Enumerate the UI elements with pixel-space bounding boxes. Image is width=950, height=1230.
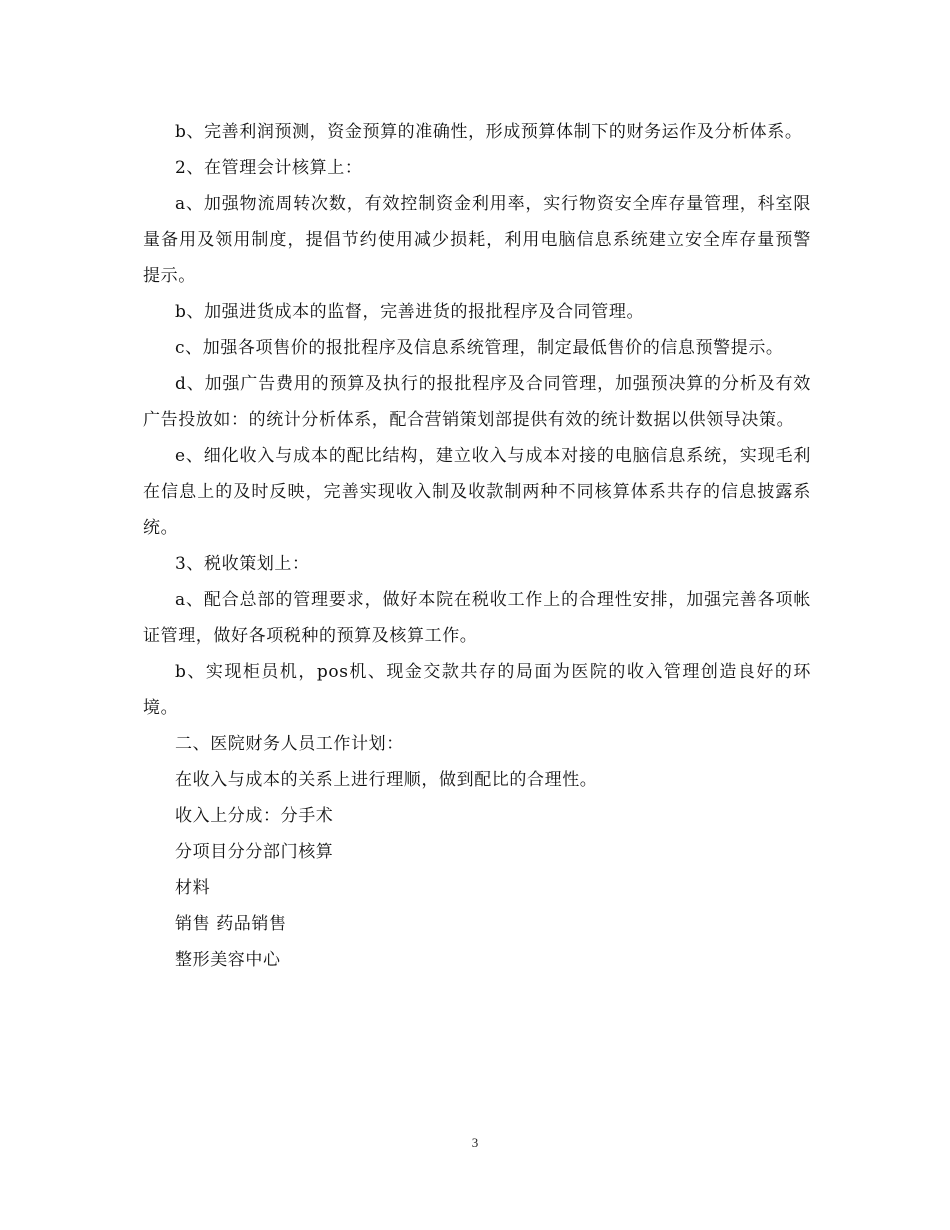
list-item-department-accounting: 分项目分分部门核算	[175, 842, 334, 862]
heading-tax-planning: 3、税收策划上：	[175, 554, 310, 574]
paragraph-payment-methods: b、实现柜员机，pos机、现金交款共存的局面为医院的收入管理创造良好的环境。	[143, 662, 811, 718]
list-item-cosmetic-center: 整形美容中心	[175, 950, 281, 970]
paragraph-income-cost-relation: 在收入与成本的关系上进行理顺，做到配比的合理性。	[175, 770, 598, 790]
heading-management-accounting: 2、在管理会计核算上：	[175, 158, 363, 178]
list-item-materials: 材料	[175, 878, 211, 898]
list-item-income-split: 收入上分成：分手术	[175, 806, 334, 826]
list-item-drug-sales: 销售 药品销售	[175, 914, 287, 934]
heading-finance-staff-plan: 二、医院财务人员工作计划：	[175, 734, 404, 754]
paragraph-income-cost-matching: e、细化收入与成本的配比结构，建立收入与成本对接的电脑信息系统，实现毛利在信息上的及时反映，完善实现收入制及收款制两种不同核算体系共存的信息披露系统。	[143, 446, 811, 538]
paragraph-tax-arrangement: a、配合总部的管理要求，做好本院在税收工作上的合理性安排，加强完善各项帐证管理，做好各项税种的预算及核算工作。	[143, 590, 811, 646]
page-number: 3	[471, 1135, 479, 1150]
paragraph-logistics-turnover: a、加强物流周转次数，有效控制资金利用率，实行物资安全库存量管理，科室限量备用及领用制度，提倡节约使用减少损耗，利用电脑信息系统建立安全库存量预警提示。	[143, 194, 811, 286]
paragraph-purchase-cost: b、加强进货成本的监督，完善进货的报批程序及合同管理。	[175, 302, 645, 322]
paragraph-advertising-budget: d、加强广告费用的预算及执行的报批程序及合同管理，加强预决算的分析及有效广告投放如：的统计分析体系，配合营销策划部提供有效的统计数据以供领导决策。	[143, 374, 811, 430]
paragraph-pricing-approval: c、加强各项售价的报批程序及信息系统管理，制定最低售价的信息预警提示。	[175, 338, 784, 358]
document-body	[143, 114, 811, 978]
paragraph-budget-forecast: b、完善利润预测，资金预算的准确性，形成预算体制下的财务运作及分析体系。	[175, 122, 803, 142]
